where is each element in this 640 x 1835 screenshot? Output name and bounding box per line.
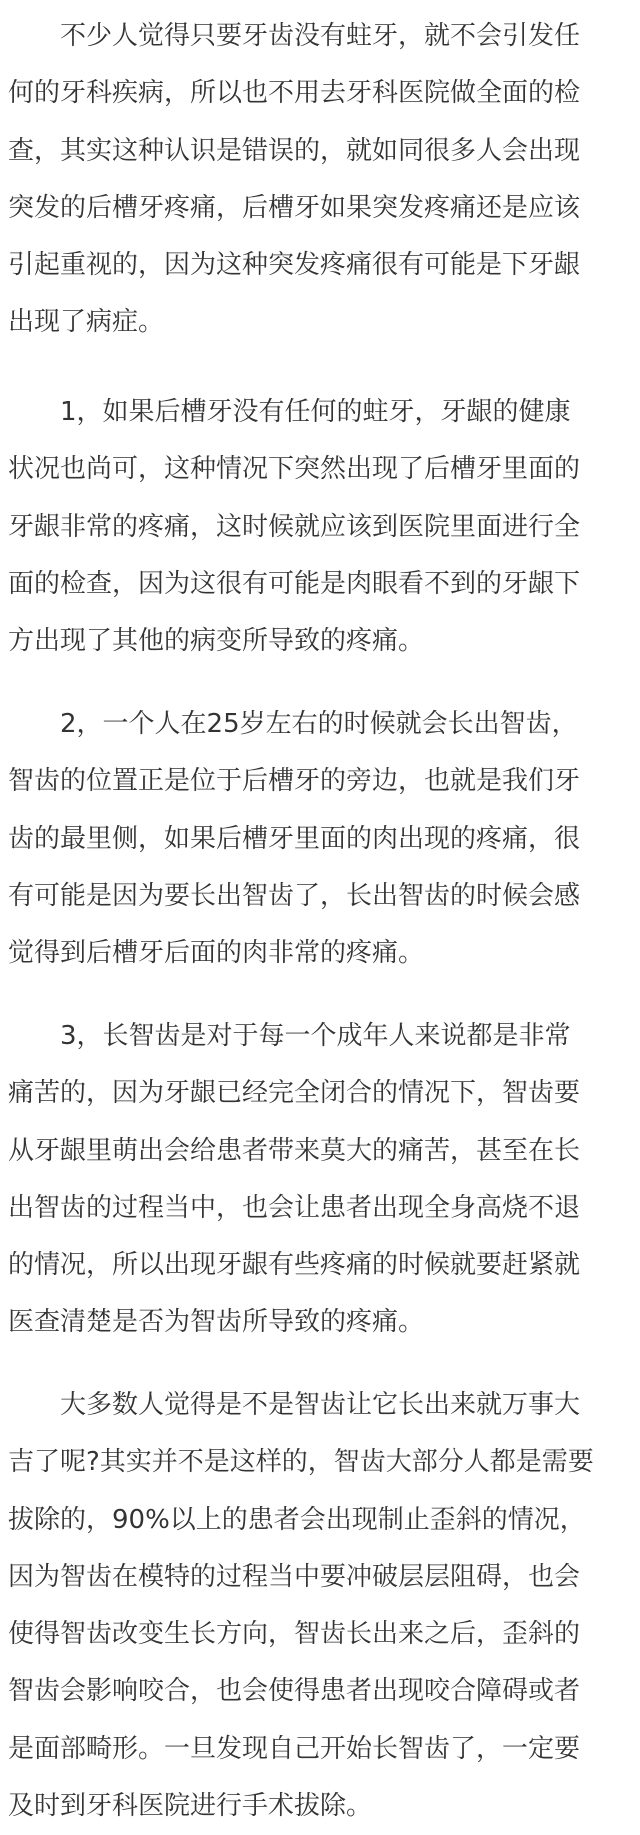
- paragraph-line: 智齿的位置正是位于后槽牙的旁边，也就是我们牙: [8, 766, 581, 797]
- paragraph-line: 吉了呢?其实并不是这样的，智齿大部分人都是需要: [8, 1447, 594, 1478]
- paragraph-line: 突发的后槽牙疼痛，后槽牙如果突发疼痛还是应该: [8, 192, 581, 223]
- paragraph-line: 出智齿的过程当中，也会让患者出现全身高烧不退: [8, 1192, 581, 1223]
- paragraph-line: 2，一个人在25岁左右的时候就会长出智齿，: [60, 709, 578, 739]
- paragraph-point-1: [8, 384, 632, 670]
- paragraph-intro: [8, 8, 632, 352]
- paragraph-line: 何的牙科疾病，所以也不用去牙科医院做全面的检: [8, 78, 581, 109]
- paragraph-line: 不少人觉得只要牙齿没有蛀牙，就不会引发任: [60, 21, 581, 51]
- paragraph-line: 有可能是因为要长出智齿了，长出智齿的时候会感: [8, 880, 581, 911]
- paragraph-line: 从牙龈里萌出会给患者带来莫大的痛苦，甚至在长: [8, 1135, 581, 1166]
- paragraph-line: 使得智齿改变生长方向，智齿长出来之后，歪斜的: [8, 1619, 581, 1650]
- paragraph-line: 牙龈非常的疼痛，这时候就应该到医院里面进行全: [8, 511, 581, 542]
- paragraph-line: 方出现了其他的病变所导致的疼痛。: [8, 626, 425, 657]
- paragraph-line: 医查清楚是否为智齿所导致的疼痛。: [8, 1307, 425, 1338]
- paragraph-conclusion: [8, 1377, 632, 1835]
- paragraph-line: 面的检查，因为这很有可能是肉眼看不到的牙龈下: [8, 568, 581, 599]
- paragraph-line: 因为智齿在模特的过程当中要冲破层层阻碍，也会: [8, 1561, 581, 1592]
- paragraph-line: 状况也尚可，这种情况下突然出现了后槽牙里面的: [8, 454, 581, 485]
- paragraph-line: 痛苦的，因为牙龈已经完全闭合的情况下，智齿要: [8, 1078, 581, 1109]
- paragraph-line: 3，长智齿是对于每一个成年人来说都是非常: [60, 1021, 571, 1051]
- paragraph-point-2: [8, 696, 632, 982]
- paragraph-line: 及时到牙科医院进行手术拔除。: [8, 1791, 373, 1822]
- paragraph-line: 出现了病症。: [8, 307, 165, 338]
- paragraph-line: 拔除的，90%以上的患者会出现制止歪斜的情况，: [8, 1504, 586, 1535]
- paragraph-line: 齿的最里侧，如果后槽牙里面的肉出现的疼痛，很: [8, 823, 581, 854]
- paragraph-line: 觉得到后槽牙后面的肉非常的疼痛。: [8, 938, 425, 969]
- paragraph-line: 1，如果后槽牙没有任何的蛀牙，牙龈的健康: [60, 397, 571, 427]
- paragraph-point-3: [8, 1008, 632, 1352]
- paragraph-line: 查，其实这种认识是错误的，就如同很多人会出现: [8, 135, 581, 166]
- paragraph-line: 大多数人觉得是不是智齿让它长出来就万事大: [60, 1390, 581, 1420]
- paragraph-line: 是面部畸形。一旦发现自己开始长智齿了，一定要: [8, 1733, 581, 1764]
- paragraph-line: 的情况，所以出现牙龈有些疼痛的时候就要赶紧就: [8, 1250, 581, 1281]
- paragraph-line: 智齿会影响咬合，也会使得患者出现咬合障碍或者: [8, 1676, 581, 1707]
- paragraph-line: 引起重视的，因为这种突发疼痛很有可能是下牙龈: [8, 250, 581, 281]
